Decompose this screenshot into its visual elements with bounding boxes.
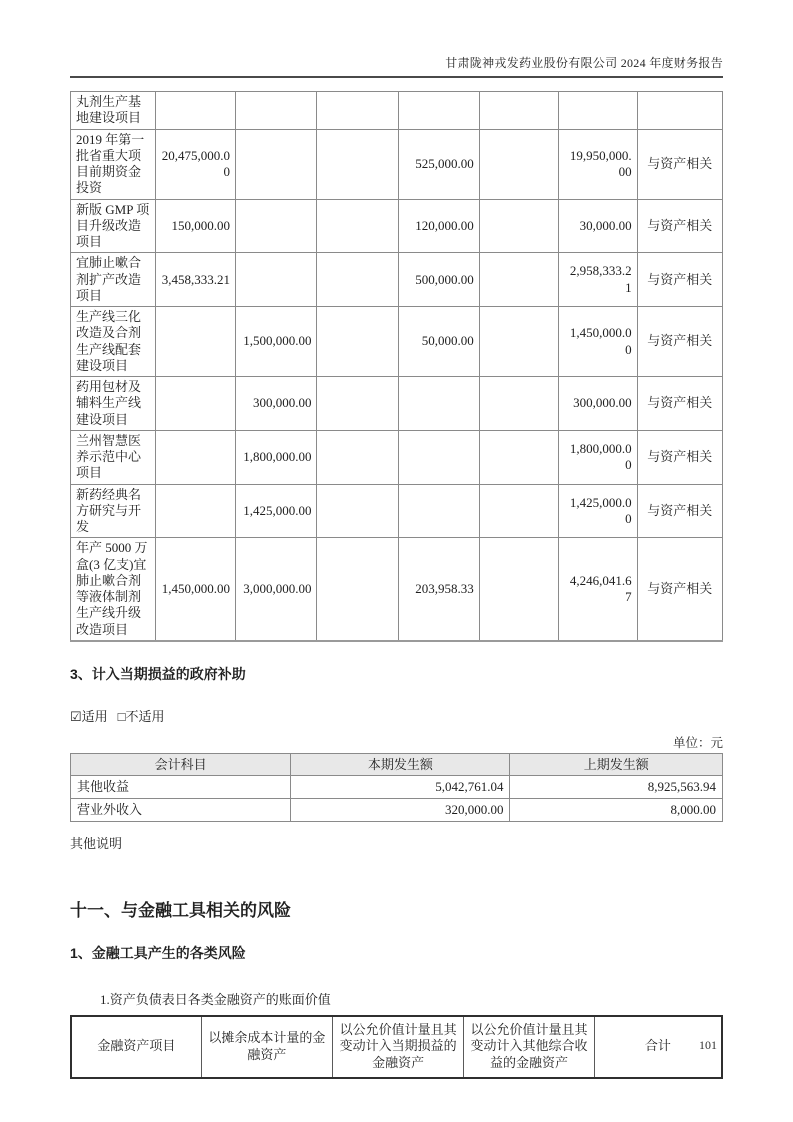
amount-cell: 8,000.00 [510, 798, 723, 821]
amount-cell: 500,000.00 [398, 253, 479, 307]
relation-cell: 与资产相关 [637, 253, 722, 307]
page-header [70, 54, 723, 78]
amount-cell [156, 430, 236, 484]
financial-assets-table [70, 1015, 723, 1080]
amount-cell [235, 129, 317, 199]
column-header: 会计科目 [71, 753, 291, 776]
project-name: 新药经典名方研究与开发 [71, 484, 156, 538]
project-row [71, 430, 723, 484]
relation-cell: 与资产相关 [637, 430, 722, 484]
amount-cell: 5,042,761.04 [291, 776, 510, 799]
project-row [71, 92, 723, 130]
subject-cell: 营业外收入 [71, 798, 291, 821]
amount-cell [317, 538, 399, 641]
amount-cell: 1,425,000.00 [235, 484, 317, 538]
amount-cell [479, 377, 558, 431]
assets-table-caption: 1.资产负债表日各类金融资产的账面价值 [100, 991, 331, 1007]
subsidy-projects-table [70, 91, 723, 642]
page-number: 101 [699, 1038, 717, 1052]
section-heading-government-subsidy: 3、计入当期损益的政府补助 [70, 665, 246, 682]
amount-cell [156, 92, 236, 130]
table-header-row [71, 1016, 722, 1079]
project-row [71, 307, 723, 377]
relation-cell: 与资产相关 [637, 129, 722, 199]
subsidy-summary-table [70, 753, 723, 822]
amount-cell: 1,500,000.00 [235, 307, 317, 377]
relation-cell [637, 92, 722, 130]
amount-cell: 300,000.00 [558, 377, 637, 431]
relation-cell: 与资产相关 [637, 377, 722, 431]
column-header: 以摊余成本计量的金融资产 [201, 1016, 333, 1079]
column-header: 合计 [594, 1016, 722, 1079]
amount-cell: 150,000.00 [156, 199, 236, 253]
amount-cell: 3,458,333.21 [156, 253, 236, 307]
table-row [71, 776, 723, 799]
amount-cell: 1,425,000.00 [558, 484, 637, 538]
amount-cell: 120,000.00 [398, 199, 479, 253]
unit-label: 单位：元 [672, 735, 723, 750]
project-row [71, 484, 723, 538]
report-header-title: 甘肃陇神戎发药业股份有限公司 2024 年度财务报告 [445, 56, 723, 70]
amount-cell: 30,000.00 [558, 199, 637, 253]
amount-cell [317, 377, 399, 431]
project-name: 兰州智慧医养示范中心项目 [71, 430, 156, 484]
project-row [71, 377, 723, 431]
other-note-label: 其他说明 [70, 835, 123, 851]
applicable-checkbox: ☑适用 [70, 708, 108, 724]
amount-cell [317, 129, 399, 199]
amount-cell [156, 484, 236, 538]
amount-cell [479, 129, 558, 199]
subject-cell: 其他收益 [71, 776, 291, 799]
column-header: 本期发生额 [291, 753, 510, 776]
amount-cell [317, 253, 399, 307]
relation-cell: 与资产相关 [637, 307, 722, 377]
amount-cell: 19,950,000.00 [558, 129, 637, 199]
amount-cell [479, 92, 558, 130]
amount-cell [398, 430, 479, 484]
subsection-heading-risk-types: 1、金融工具产生的各类风险 [70, 944, 246, 961]
project-name: 丸剂生产基地建设项目 [71, 92, 156, 130]
amount-cell [156, 377, 236, 431]
project-name: 宜肺止嗽合剂扩产改造项目 [71, 253, 156, 307]
amount-cell: 1,450,000.00 [558, 307, 637, 377]
amount-cell [317, 307, 399, 377]
amount-cell: 300,000.00 [235, 377, 317, 431]
amount-cell [235, 199, 317, 253]
amount-cell: 3,000,000.00 [235, 538, 317, 641]
project-row [71, 129, 723, 199]
amount-cell: 2,958,333.21 [558, 253, 637, 307]
amount-cell [317, 430, 399, 484]
not-applicable-checkbox: □不适用 [117, 708, 165, 724]
table-header-row [71, 753, 723, 776]
project-name: 药用包材及辅料生产线建设项目 [71, 377, 156, 431]
amount-cell: 525,000.00 [398, 129, 479, 199]
amount-cell [479, 307, 558, 377]
project-name: 新版 GMP 项目升级改造项目 [71, 199, 156, 253]
amount-cell [317, 484, 399, 538]
amount-cell [398, 92, 479, 130]
amount-cell [317, 199, 399, 253]
amount-cell: 203,958.33 [398, 538, 479, 641]
relation-cell: 与资产相关 [637, 538, 722, 641]
amount-cell: 8,925,563.94 [510, 776, 723, 799]
column-header: 以公允价值计量且其变动计入当期损益的金融资产 [333, 1016, 464, 1079]
amount-cell [479, 430, 558, 484]
section-heading-financial-instrument-risk: 十一、与金融工具相关的风险 [70, 900, 291, 920]
relation-cell: 与资产相关 [637, 199, 722, 253]
project-name: 生产线三化改造及合剂生产线配套建设项目 [71, 307, 156, 377]
amount-cell [558, 92, 637, 130]
amount-cell [235, 253, 317, 307]
amount-cell: 50,000.00 [398, 307, 479, 377]
amount-cell [479, 199, 558, 253]
relation-cell: 与资产相关 [637, 484, 722, 538]
amount-cell [479, 538, 558, 641]
project-row [71, 253, 723, 307]
amount-cell [235, 92, 317, 130]
amount-cell [398, 484, 479, 538]
amount-cell: 1,450,000.00 [156, 538, 236, 641]
amount-cell [398, 377, 479, 431]
project-name: 年产 5000 万盒(3 亿支)宜肺止嗽合剂等液体制剂生产线升级改造项目 [71, 538, 156, 641]
amount-cell [156, 307, 236, 377]
project-row [71, 199, 723, 253]
project-row [71, 538, 723, 641]
column-header: 上期发生额 [510, 753, 723, 776]
amount-cell [479, 253, 558, 307]
amount-cell: 20,475,000.00 [156, 129, 236, 199]
amount-cell: 4,246,041.67 [558, 538, 637, 641]
amount-cell: 1,800,000.00 [235, 430, 317, 484]
table-row [71, 798, 723, 821]
column-header: 金融资产项目 [71, 1016, 201, 1079]
amount-cell [479, 484, 558, 538]
amount-cell: 320,000.00 [291, 798, 510, 821]
amount-cell [317, 92, 399, 130]
project-name: 2019 年第一批省重大项目前期资金投资 [71, 129, 156, 199]
applicability-line [70, 706, 723, 725]
amount-cell: 1,800,000.00 [558, 430, 637, 484]
column-header: 以公允价值计量且其变动计入其他综合收益的金融资产 [464, 1016, 595, 1079]
